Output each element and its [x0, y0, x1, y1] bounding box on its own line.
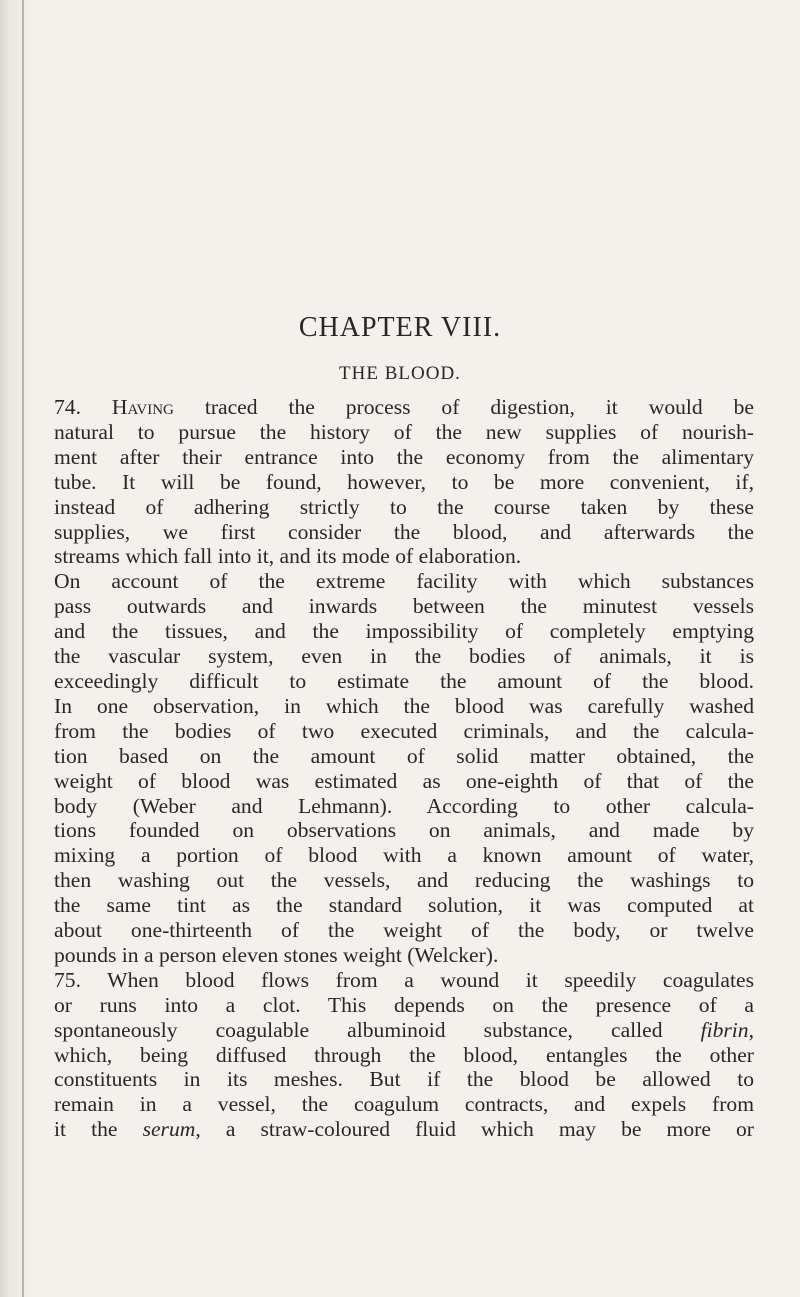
text-run: body (Weber and Lehmann). According to other calcula- [54, 793, 754, 818]
text-line [54, 445, 754, 470]
text-run: streams which fall into it, and its mode of elaboration. [54, 544, 522, 569]
text-line [54, 669, 754, 694]
text-line [54, 1043, 754, 1068]
text-line [54, 495, 754, 520]
text-run: then washing out the vessels, and reducing the washings to [54, 868, 754, 893]
text-run: natural to pursue the history of the new supplies of nourish- [54, 419, 754, 444]
text-run: traced the process of digestion, it would be [173, 395, 754, 419]
text-line [54, 644, 754, 669]
text-line [54, 993, 754, 1018]
text-run: spontaneously coagulable albuminoid substance, called [54, 1017, 701, 1042]
section-title: THE BLOOD. [339, 363, 461, 384]
italic-term: fibrin [700, 1017, 749, 1042]
text-run: 74. [54, 395, 112, 419]
text-run: On account of the extreme facility with which substances [54, 569, 754, 594]
binding-shadow [0, 0, 36, 1297]
text-run: or runs into a clot. This depends on the presence of a [54, 992, 754, 1017]
text-line [54, 1092, 754, 1117]
binding-line [22, 0, 24, 1297]
text-line [54, 868, 754, 893]
text-run: , [748, 1017, 754, 1042]
text-run: and the tissues, and the impossibility of completely emptying [54, 619, 754, 644]
text-line [54, 694, 754, 719]
text-line [54, 943, 754, 968]
text-run: exceedingly difficult to estimate the amount of the blood. [54, 668, 754, 693]
text-line [54, 1117, 754, 1142]
text-run: 75. When blood flows from a wound it speedily coagulates [54, 967, 754, 992]
text-run: supplies, we first consider the blood, and afterwards the [54, 519, 754, 544]
text-run: tube. It will be found, however, to be more convenient, if, [54, 469, 754, 494]
text-run: it the [54, 1117, 143, 1142]
text-line [54, 843, 754, 868]
chapter-title: CHAPTER VIII. [298, 312, 502, 343]
text-run: ment after their entrance into the economy from the alimentary [54, 444, 754, 469]
text-run: the same tint as the standard solution, it was computed at [54, 893, 754, 918]
text-line [54, 544, 754, 569]
text-line [54, 1018, 754, 1043]
text-run: instead of adhering strictly to the course taken by these [54, 494, 754, 519]
text-run: mixing a portion of blood with a known amount of water, [54, 843, 754, 868]
text-line [54, 968, 754, 993]
text-line [54, 619, 754, 644]
text-line [54, 719, 754, 744]
text-line [54, 918, 754, 943]
text-line [54, 470, 754, 495]
text-run: weight of blood was estimated as one-eighth of that of the [54, 768, 754, 793]
text-run: which, being diffused through the blood, entangles the other [54, 1042, 754, 1067]
text-run: remain in a vessel, the coagulum contracts, and expels from [54, 1092, 754, 1117]
text-line [54, 520, 754, 545]
text-run: constituents in its meshes. But if the blood be allowed to [54, 1067, 754, 1092]
text-line [54, 395, 754, 420]
text-line [54, 818, 754, 843]
text-run: pounds in a person eleven stones weight (Welcker). [54, 942, 499, 967]
text-line [54, 744, 754, 769]
body-text [54, 395, 754, 1142]
text-line [54, 893, 754, 918]
text-line [54, 794, 754, 819]
text-line [54, 569, 754, 594]
text-run: tion based on the amount of solid matter obtained, the [54, 743, 754, 768]
text-line [54, 1067, 754, 1092]
text-run: about one-thirteenth of the weight of the body, or twelve [54, 918, 754, 943]
text-line [54, 420, 754, 445]
text-run: tions founded on observations on animals, and made by [54, 818, 754, 843]
text-run: , a straw-coloured fluid which may be more or [195, 1117, 754, 1142]
text-line [54, 594, 754, 619]
text-run: from the bodies of two executed criminals, and the calcula- [54, 718, 754, 743]
small-caps-word: Having [111, 395, 174, 419]
text-run: pass outwards and inwards between the minutest vessels [54, 594, 754, 619]
text-line [54, 769, 754, 794]
text-run: the vascular system, even in the bodies of animals, it is [54, 644, 754, 669]
italic-term: serum [142, 1117, 196, 1142]
text-run: In one observation, in which the blood was carefully washed [54, 693, 754, 718]
